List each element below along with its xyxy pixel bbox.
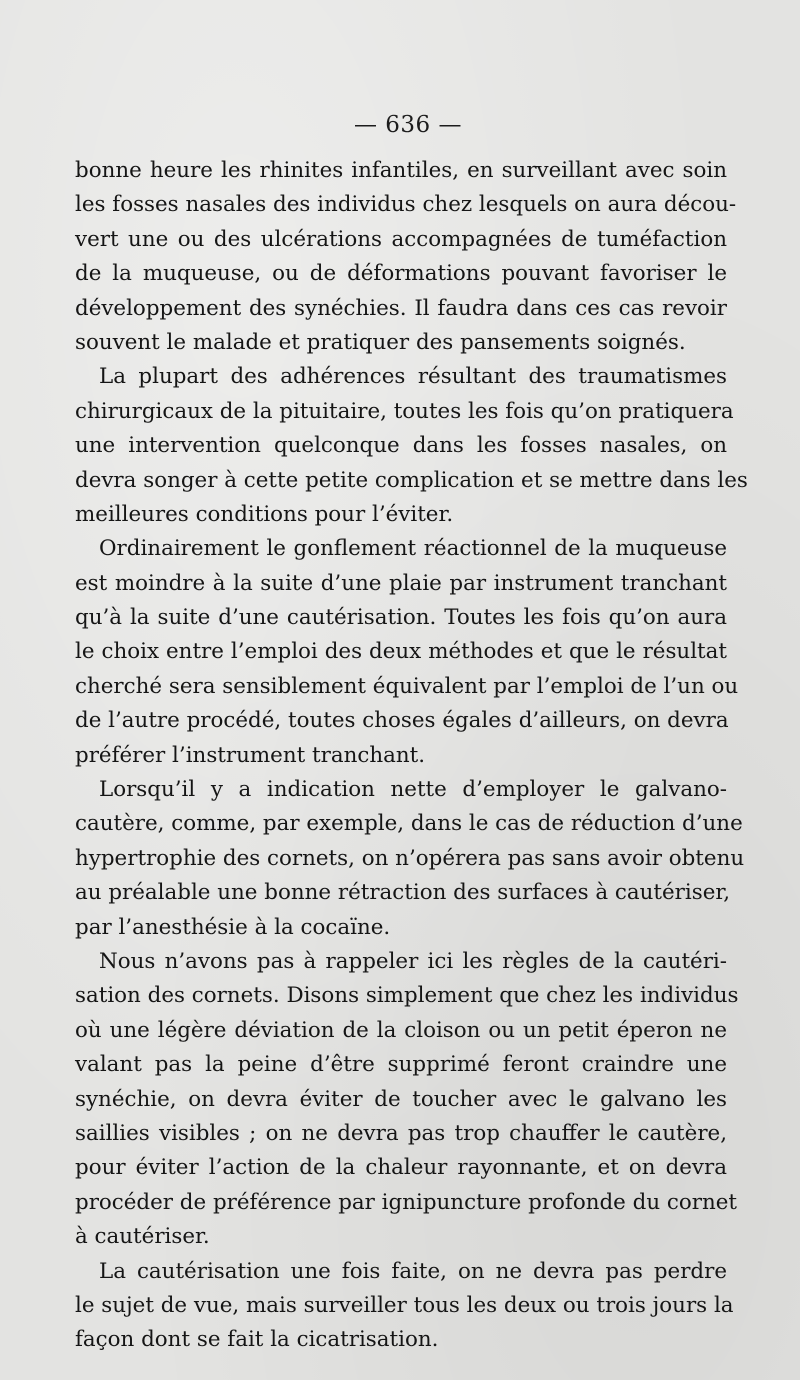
- text-line: Lorsqu’il y a indication nette d’employer le galvano-: [99, 777, 727, 803]
- text-line: qu’à la suite d’une cautérisation. Toutes les fois qu’on aura: [75, 605, 727, 631]
- text-line: vert une ou des ulcérations accompagnées de tuméfaction: [75, 226, 727, 252]
- text-line: hypertrophie des cornets, on n’opérera pas sans avoir obtenu: [75, 845, 745, 871]
- text-line: développement des synéchies. Il faudra dans ces cas revoir: [75, 295, 727, 321]
- text-line: La plupart des adhérences résultant des traumatismes: [99, 364, 727, 390]
- text-line: sation des cornets. Disons simplement que chez les individus: [75, 983, 739, 1009]
- text-line: cautère, comme, par exemple, dans le cas de réduction d’une: [75, 811, 743, 837]
- text-line: cherché sera sensiblement équivalent par l’emploi de l’un ou: [75, 673, 739, 699]
- text-line: pour éviter l’action de la chaleur rayonnante, et on devra: [75, 1155, 727, 1181]
- page-number: — 636 —: [353, 112, 463, 138]
- text-line: devra songer à cette petite complication et se mettre dans les: [75, 467, 748, 493]
- text-line: La cautérisation une fois faite, on ne devra pas perdre: [99, 1258, 727, 1284]
- text-line: où une légère déviation de la cloison ou un petit éperon ne: [75, 1017, 727, 1043]
- text-line: synéchie, on devra éviter de toucher avec le galvano les: [75, 1086, 727, 1112]
- text-line: le sujet de vue, mais surveiller tous les deux ou trois jours la: [75, 1292, 734, 1318]
- text-line: une intervention quelconque dans les fosses nasales, on: [75, 433, 727, 459]
- text-line: de l’autre procédé, toutes choses égales d’ailleurs, on devra: [75, 708, 729, 734]
- text-line: de la muqueuse, ou de déformations pouvant favoriser le: [75, 261, 727, 287]
- text-line: Ordinairement le gonflement réactionnel de la muqueuse: [99, 536, 727, 562]
- text-line: meilleures conditions pour l’éviter.: [75, 501, 454, 527]
- text-line: Nous n’avons pas à rappeler ici les règles de la cautéri-: [99, 948, 727, 974]
- text-line: à cautériser.: [75, 1224, 210, 1250]
- text-line: valant pas la peine d’être supprimé feront craindre une: [75, 1052, 727, 1078]
- text-line: procéder de préférence par ignipuncture profonde du cornet: [75, 1189, 738, 1215]
- text-line: souvent le malade et pratiquer des pansements soignés.: [75, 329, 686, 355]
- text-line: les fosses nasales des individus chez lesquels on aura décou-: [75, 192, 737, 218]
- text-line: est moindre à la suite d’une plaie par instrument tranchant: [75, 570, 727, 596]
- body-text: [75, 154, 748, 1358]
- text-line: le choix entre l’emploi des deux méthodes et que le résultat: [75, 639, 727, 665]
- text-line: chirurgicaux de la pituitaire, toutes les fois qu’on pratiquera: [75, 398, 734, 424]
- text-line: par l’anesthésie à la cocaïne.: [75, 914, 391, 940]
- text-line: au préalable une bonne rétraction des surfaces à cautériser,: [75, 880, 731, 906]
- text-line: préférer l’instrument tranchant.: [75, 742, 426, 768]
- text-line: bonne heure les rhinites infantiles, en surveillant avec soin: [75, 158, 727, 183]
- text-line: saillies visibles ; on ne devra pas trop chauffer le cautère,: [75, 1120, 727, 1146]
- text-line: façon dont se fait la cicatrisation.: [75, 1327, 439, 1353]
